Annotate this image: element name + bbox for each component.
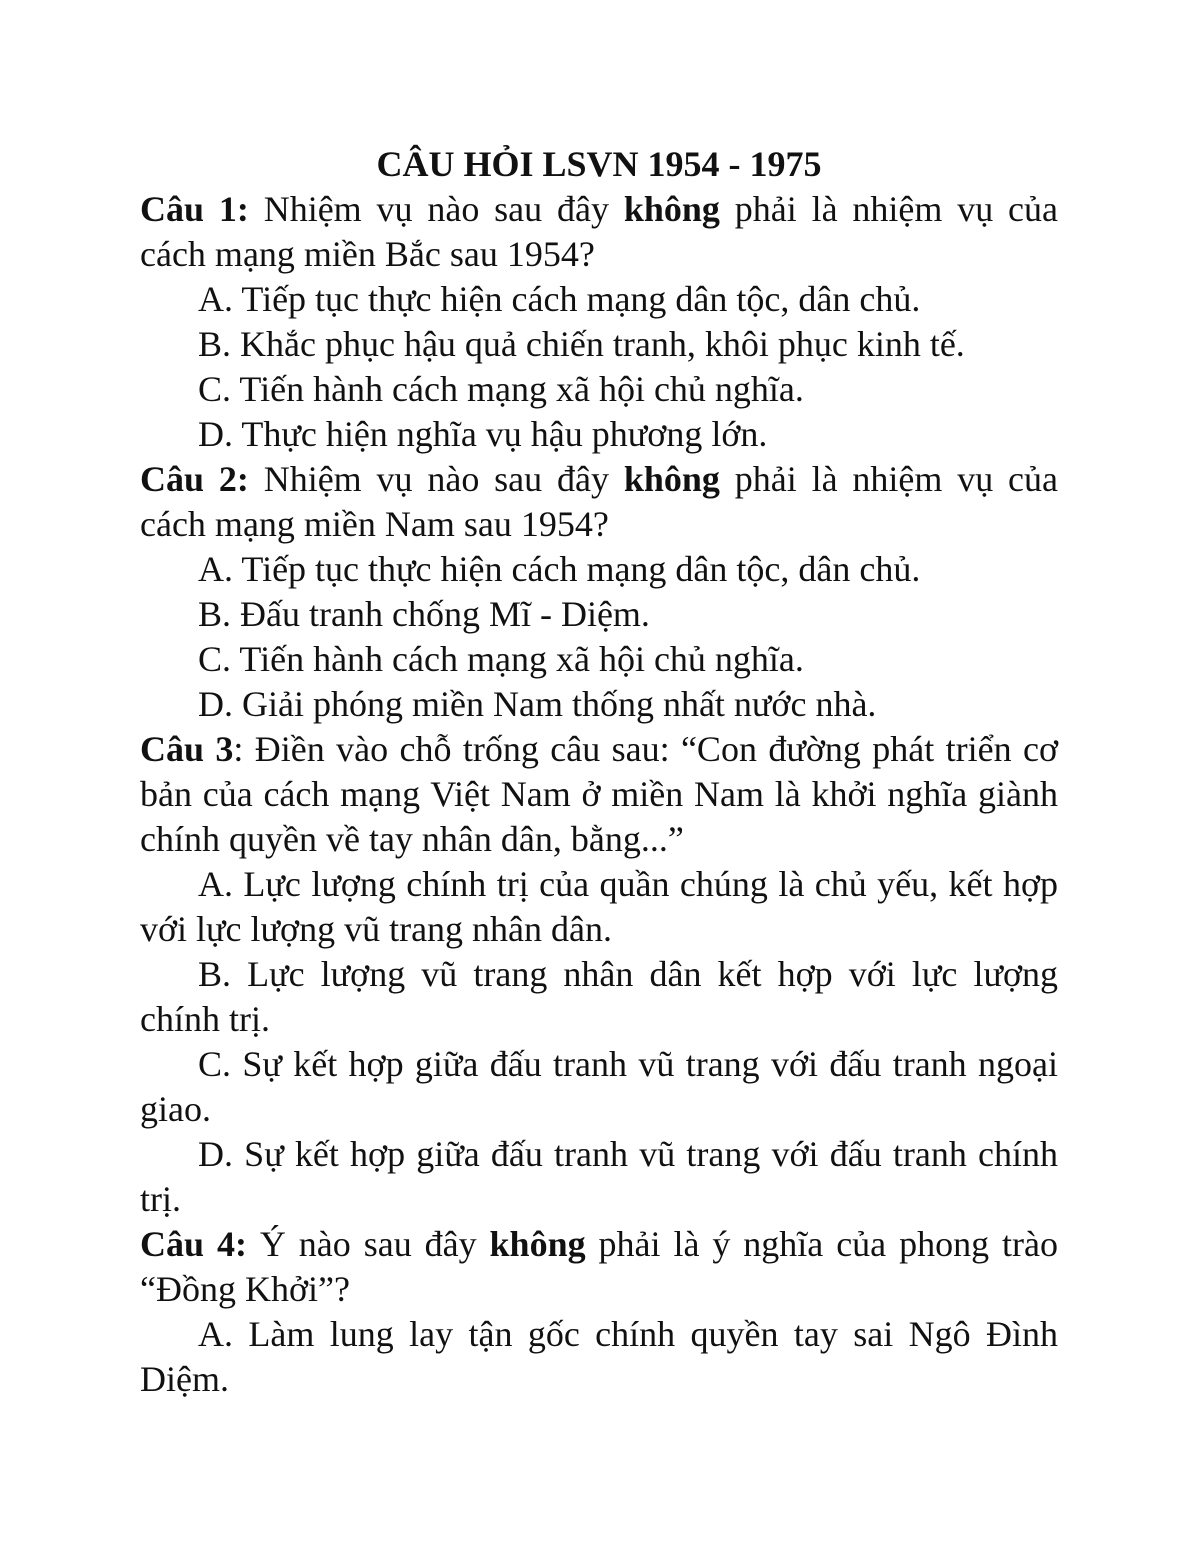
question-3 [140,727,1058,1222]
question-3-option-d: D. Sự kết hợp giữa đấu tranh vũ trang với đấu tranh chính trị. [140,1134,1058,1219]
question-1-option-a: A. Tiếp tục thực hiện cách mạng dân tộc, dân chủ. [198,279,921,319]
emphasis-word: không [623,459,720,499]
question-2-option-c: C. Tiến hành cách mạng xã hội chủ nghĩa. [198,639,804,679]
question-2-option-b: B. Đấu tranh chống Mĩ - Diệm. [198,594,650,634]
question-1-text: Câu 1: Nhiệm vụ nào sau đây không phải là nhiệm vụ của cách mạng miền Bắc sau 1954? [140,189,1058,274]
question-2-option-d: D. Giải phóng miền Nam thống nhất nước nhà. [198,684,877,724]
question-4 [140,1222,1058,1402]
question-label: Câu 4: [140,1224,247,1264]
emphasis-word: không [623,189,720,229]
question-1-option-d: D. Thực hiện nghĩa vụ hậu phương lớn. [198,414,768,454]
question-3-option-c: C. Sự kết hợp giữa đấu tranh vũ trang với đấu tranh ngoại giao. [140,1044,1058,1129]
question-3-option-b: B. Lực lượng vũ trang nhân dân kết hợp với lực lượng chính trị. [140,954,1058,1039]
question-1-option-b: B. Khắc phục hậu quả chiến tranh, khôi phục kinh tế. [198,324,965,364]
question-2-text: Câu 2: Nhiệm vụ nào sau đây không phải là nhiệm vụ của cách mạng miền Nam sau 1954? [140,459,1058,544]
question-4-text: Câu 4: Ý nào sau đây không phải là ý nghĩa của phong trào “Đồng Khởi”? [140,1224,1058,1309]
document-title: CÂU HỎI LSVN 1954 - 1975 [376,144,822,184]
document-page [140,142,1058,1402]
question-1 [140,187,1058,457]
question-label: Câu 1: [140,189,249,229]
question-3-text: Câu 3: Điền vào chỗ trống câu sau: “Con đường phát triển cơ bản của cách mạng Việt Nam ở miền Nam là khởi nghĩa giành chính quyền về tay nhân dân, bằng...” [140,729,1058,859]
question-label: Câu 2: [140,459,249,499]
question-label: Câu 3 [140,729,234,769]
question-3-option-a: A. Lực lượng chính trị của quần chúng là chủ yếu, kết hợp với lực lượng vũ trang nhân dân. [140,864,1058,949]
question-2-option-a: A. Tiếp tục thực hiện cách mạng dân tộc, dân chủ. [198,549,921,589]
question-1-option-c: C. Tiến hành cách mạng xã hội chủ nghĩa. [198,369,804,409]
question-2 [140,457,1058,727]
question-4-option-a: A. Làm lung lay tận gốc chính quyền tay sai Ngô Đình Diệm. [140,1314,1058,1399]
emphasis-word: không [489,1224,586,1264]
